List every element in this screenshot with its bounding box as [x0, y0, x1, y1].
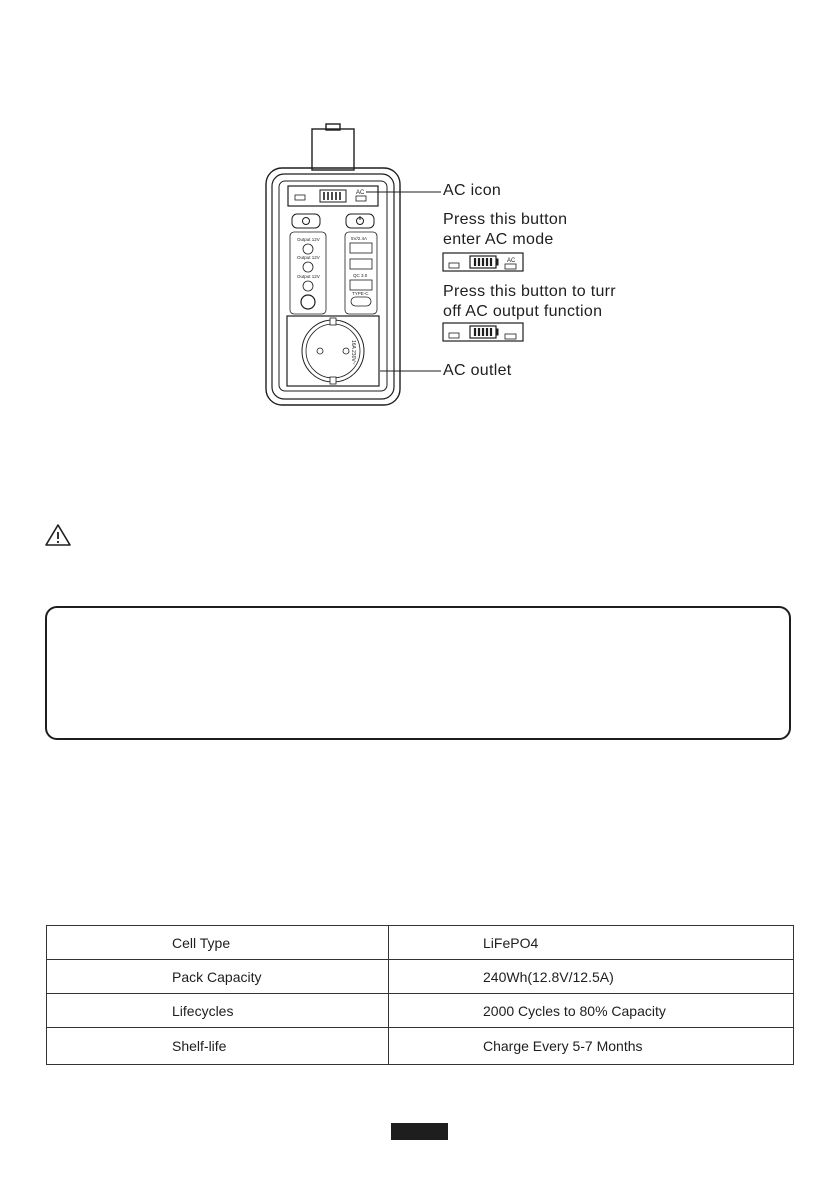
table-row — [47, 960, 794, 994]
qc-label: QC 3.0 — [353, 273, 368, 278]
callout-ac-icon: AC icon — [443, 182, 502, 199]
device-body — [266, 168, 400, 405]
device-handle — [312, 124, 354, 170]
callout-ac-outlet: AC outlet — [443, 362, 512, 379]
ac-on-display-label: AC — [507, 258, 516, 264]
spec-label: Pack Capacity — [47, 960, 389, 994]
lcd-ac-label: AC — [356, 190, 365, 196]
output-label-3: Output 12V — [297, 274, 320, 279]
notice-box — [45, 606, 791, 740]
spec-value: LiFePO4 — [389, 926, 794, 960]
callout-turn-off-line1: Press this button to turr — [443, 283, 616, 300]
lcd-display — [288, 186, 378, 206]
callout-enter-ac-line1: Press this button — [443, 211, 568, 228]
table-row — [47, 1028, 794, 1065]
outlet-rating-label: 16A 230V~ — [350, 340, 356, 365]
spec-value: 2000 Cycles to 80% Capacity — [389, 994, 794, 1028]
product-diagram — [0, 0, 839, 420]
output-label-2: Output 12V — [297, 255, 320, 260]
usb-rating-label: 5V/2.4A — [351, 236, 368, 241]
output-label-1: Output 12V — [297, 237, 320, 242]
spec-label: Cell Type — [47, 926, 389, 960]
type-c-label: TYPE-C — [352, 291, 369, 296]
spec-label: Shelf-life — [47, 1028, 389, 1065]
spec-value: 240Wh(12.8V/12.5A) — [389, 960, 794, 994]
table-row — [47, 994, 794, 1028]
spec-value: Charge Every 5-7 Months — [389, 1028, 794, 1065]
ac-outlet-socket — [287, 316, 379, 386]
dc-output-ports — [290, 232, 326, 314]
callout-enter-ac-line2: enter AC mode — [443, 231, 554, 248]
ac-off-display-icon — [443, 323, 523, 341]
device-buttons — [292, 214, 374, 228]
page-number-tab — [391, 1123, 448, 1140]
callout-turn-off-line2: off AC output function — [443, 303, 603, 320]
table-row — [47, 926, 794, 960]
spec-table — [46, 925, 794, 1065]
spec-label: Lifecycles — [47, 994, 389, 1028]
warning-icon — [44, 523, 72, 547]
